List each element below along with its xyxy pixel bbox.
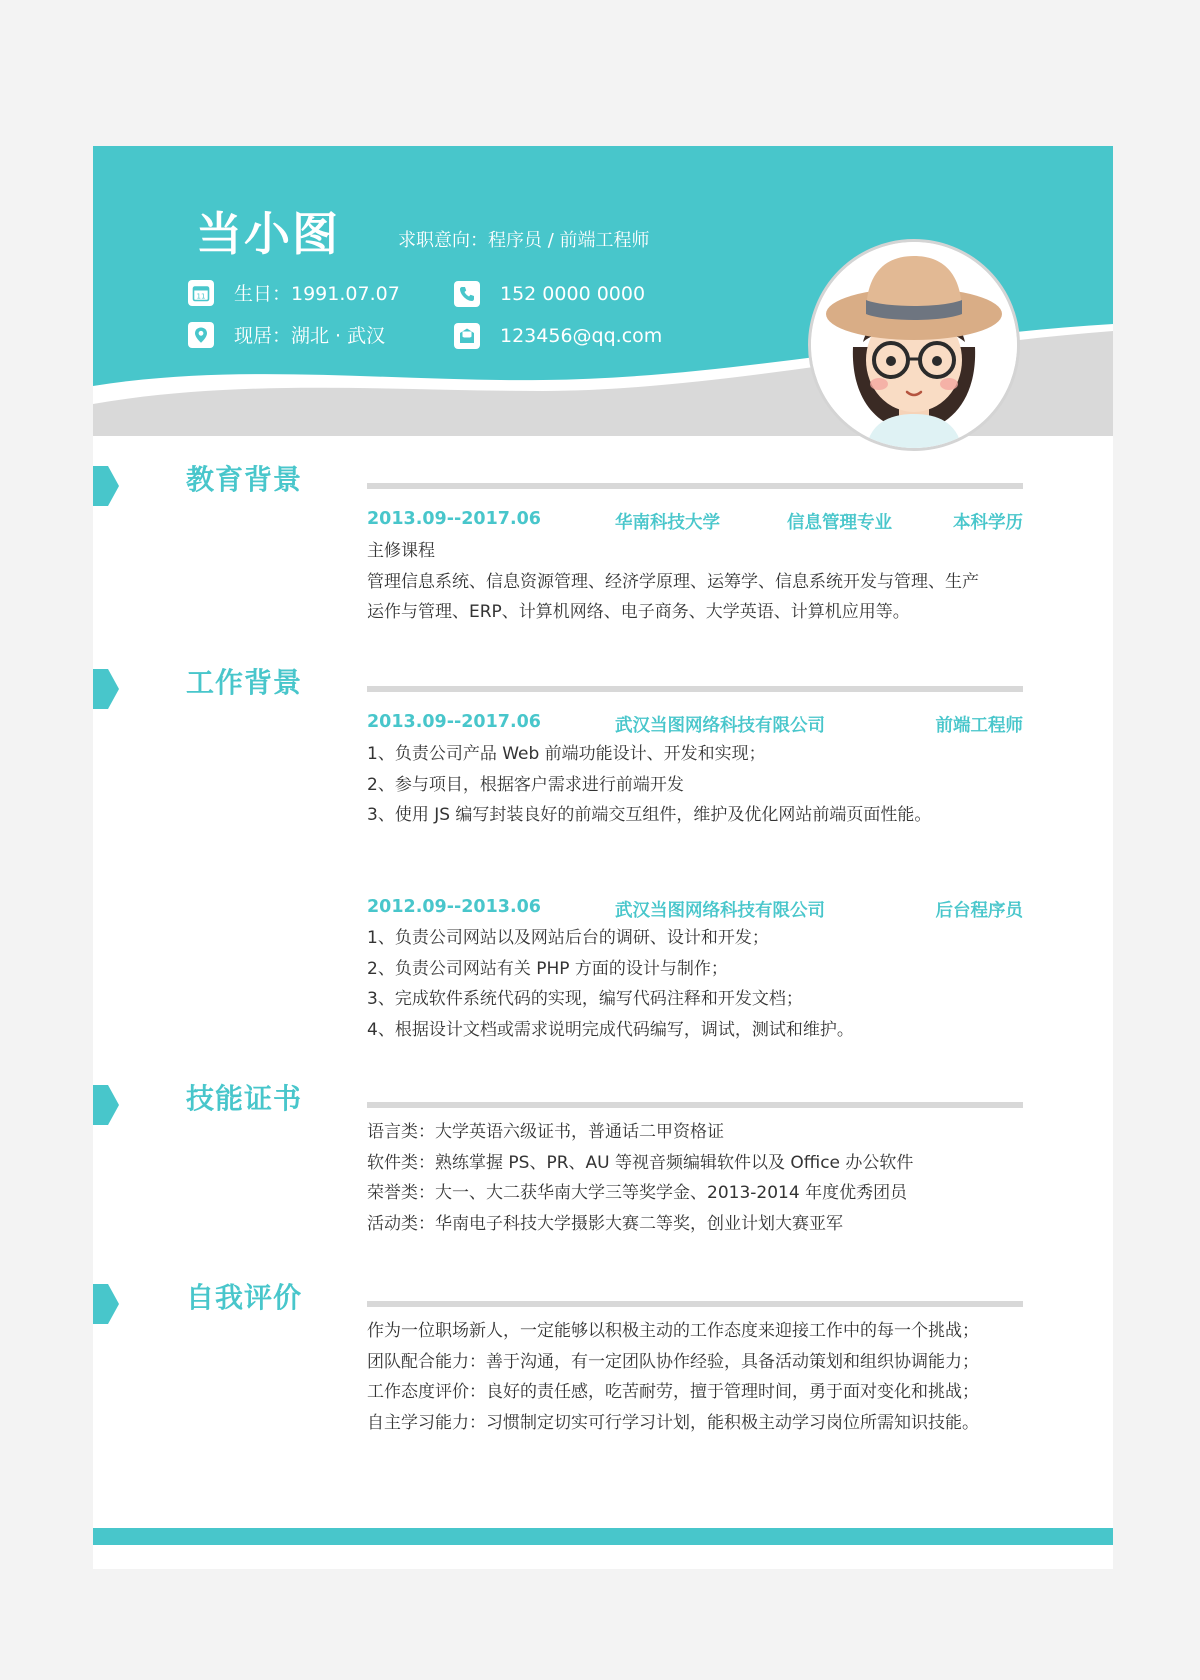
- birthday-item: [188, 279, 400, 306]
- section-divider: [367, 686, 1023, 692]
- detail-line: 2、参与项目，根据客户需求进行前端开发: [367, 774, 684, 795]
- section-divider: [367, 1102, 1023, 1108]
- evaluation-line: 作为一位职场新人，一定能够以积极主动的工作态度来迎接工作中的每一个挑战；: [367, 1321, 979, 1341]
- skills-list: [367, 1117, 1027, 1239]
- skill-line: 软件类：熟练掌握 PS、PR、AU 等视音频编辑软件以及 Office 办公软件: [367, 1152, 914, 1173]
- detail-line: 主修课程: [367, 541, 435, 561]
- education-school: 华南科技大学: [615, 513, 720, 533]
- job-role: 前端工程师: [935, 716, 1023, 736]
- section-title: 自我评价: [186, 1281, 303, 1314]
- job-role: 后台程序员: [935, 901, 1023, 921]
- job-duties-1: [367, 739, 1027, 831]
- job-intent: 求职意向：程序员 / 前端工程师: [398, 230, 650, 251]
- section-title: 技能证书: [186, 1082, 303, 1115]
- education-details: [367, 536, 1027, 628]
- location-item: [188, 321, 385, 348]
- skill-line: 语言类：大学英语六级证书，普通话二甲资格证: [367, 1122, 724, 1142]
- evaluation-line: 团队配合能力：善于沟通，有一定团队协作经验，具备活动策划和组织协调能力；: [367, 1351, 979, 1372]
- detail-line: 4、根据设计文档或需求说明完成代码编写，调试，测试和维护。: [367, 1019, 854, 1040]
- resume-page: [93, 146, 1113, 1569]
- job-company: 武汉当图网络科技有限公司: [615, 901, 825, 921]
- job-period: 2013.09--2017.06: [367, 712, 541, 732]
- phone-text: 152 0000 0000: [500, 283, 646, 305]
- evaluation-line: 自主学习能力：习惯制定切实可行学习计划，能积极主动学习岗位所需知识技能。: [367, 1412, 979, 1433]
- detail-line: 3、完成软件系统代码的实现，编写代码注释和开发文档；: [367, 989, 803, 1009]
- section-title: 教育背景: [186, 463, 303, 496]
- detail-line: 3、使用 JS 编写封装良好的前端交互组件，维护及优化网站前端页面性能。: [367, 805, 932, 825]
- svg-text:11: 11: [196, 292, 206, 300]
- phone-icon: [454, 281, 480, 307]
- phone-item: [454, 281, 645, 307]
- detail-line: 运作与管理、ERP、计算机网络、电子商务、大学英语、计算机应用等。: [367, 602, 910, 622]
- section-divider: [367, 1301, 1023, 1307]
- location-text: 现居：湖北 · 武汉: [234, 325, 386, 347]
- job-row-2: [367, 897, 1023, 921]
- skill-line: 活动类：华南电子科技大学摄影大赛二等奖，创业计划大赛亚军: [367, 1213, 843, 1234]
- section-title: 工作背景: [186, 666, 303, 699]
- candidate-name: 当小图: [196, 207, 340, 261]
- detail-line: 2、负责公司网站有关 PHP 方面的设计与制作；: [367, 958, 728, 979]
- section-arrow-icon: [93, 669, 119, 709]
- education-degree: 本科学历: [953, 513, 1023, 533]
- education-period: 2013.09--2017.06: [367, 509, 541, 529]
- job-duties-2: [367, 923, 1027, 1045]
- skill-line: 荣誉类：大一、大二获华南大学三等奖学金、2013-2014 年度优秀团员: [367, 1183, 908, 1203]
- section-divider: [367, 483, 1023, 489]
- self-evaluation-list: [367, 1316, 1027, 1438]
- education-major: 信息管理专业: [787, 513, 892, 533]
- section-arrow-icon: [93, 466, 119, 506]
- detail-line: 管理信息系统、信息资源管理、经济学原理、运筹学、信息系统开发与管理、生产: [367, 571, 979, 592]
- birthday-text: 生日：1991.07.07: [234, 283, 400, 305]
- section-arrow-icon: [93, 1085, 119, 1125]
- email-item: [454, 323, 662, 349]
- location-pin-icon: [188, 322, 214, 348]
- email-icon: [454, 323, 480, 349]
- footer-bar: [93, 1528, 1113, 1545]
- avatar-illustration: [811, 242, 1017, 448]
- detail-line: 1、负责公司网站以及网站后台的调研、设计和开发；: [367, 928, 769, 948]
- job-period: 2012.09--2013.06: [367, 897, 541, 917]
- education-row: [367, 509, 1023, 533]
- section-arrow-icon: [93, 1284, 119, 1324]
- job-row-1: [367, 712, 1023, 736]
- calendar-icon: [188, 280, 214, 306]
- email-text: 123456@qq.com: [500, 325, 663, 347]
- job-company: 武汉当图网络科技有限公司: [615, 716, 825, 736]
- resume-header: [93, 146, 1113, 436]
- evaluation-line: 工作态度评价：良好的责任感，吃苦耐劳，擅于管理时间，勇于面对变化和挑战；: [367, 1382, 979, 1402]
- detail-line: 1、负责公司产品 Web 前端功能设计、开发和实现；: [367, 744, 766, 764]
- avatar: [808, 239, 1020, 451]
